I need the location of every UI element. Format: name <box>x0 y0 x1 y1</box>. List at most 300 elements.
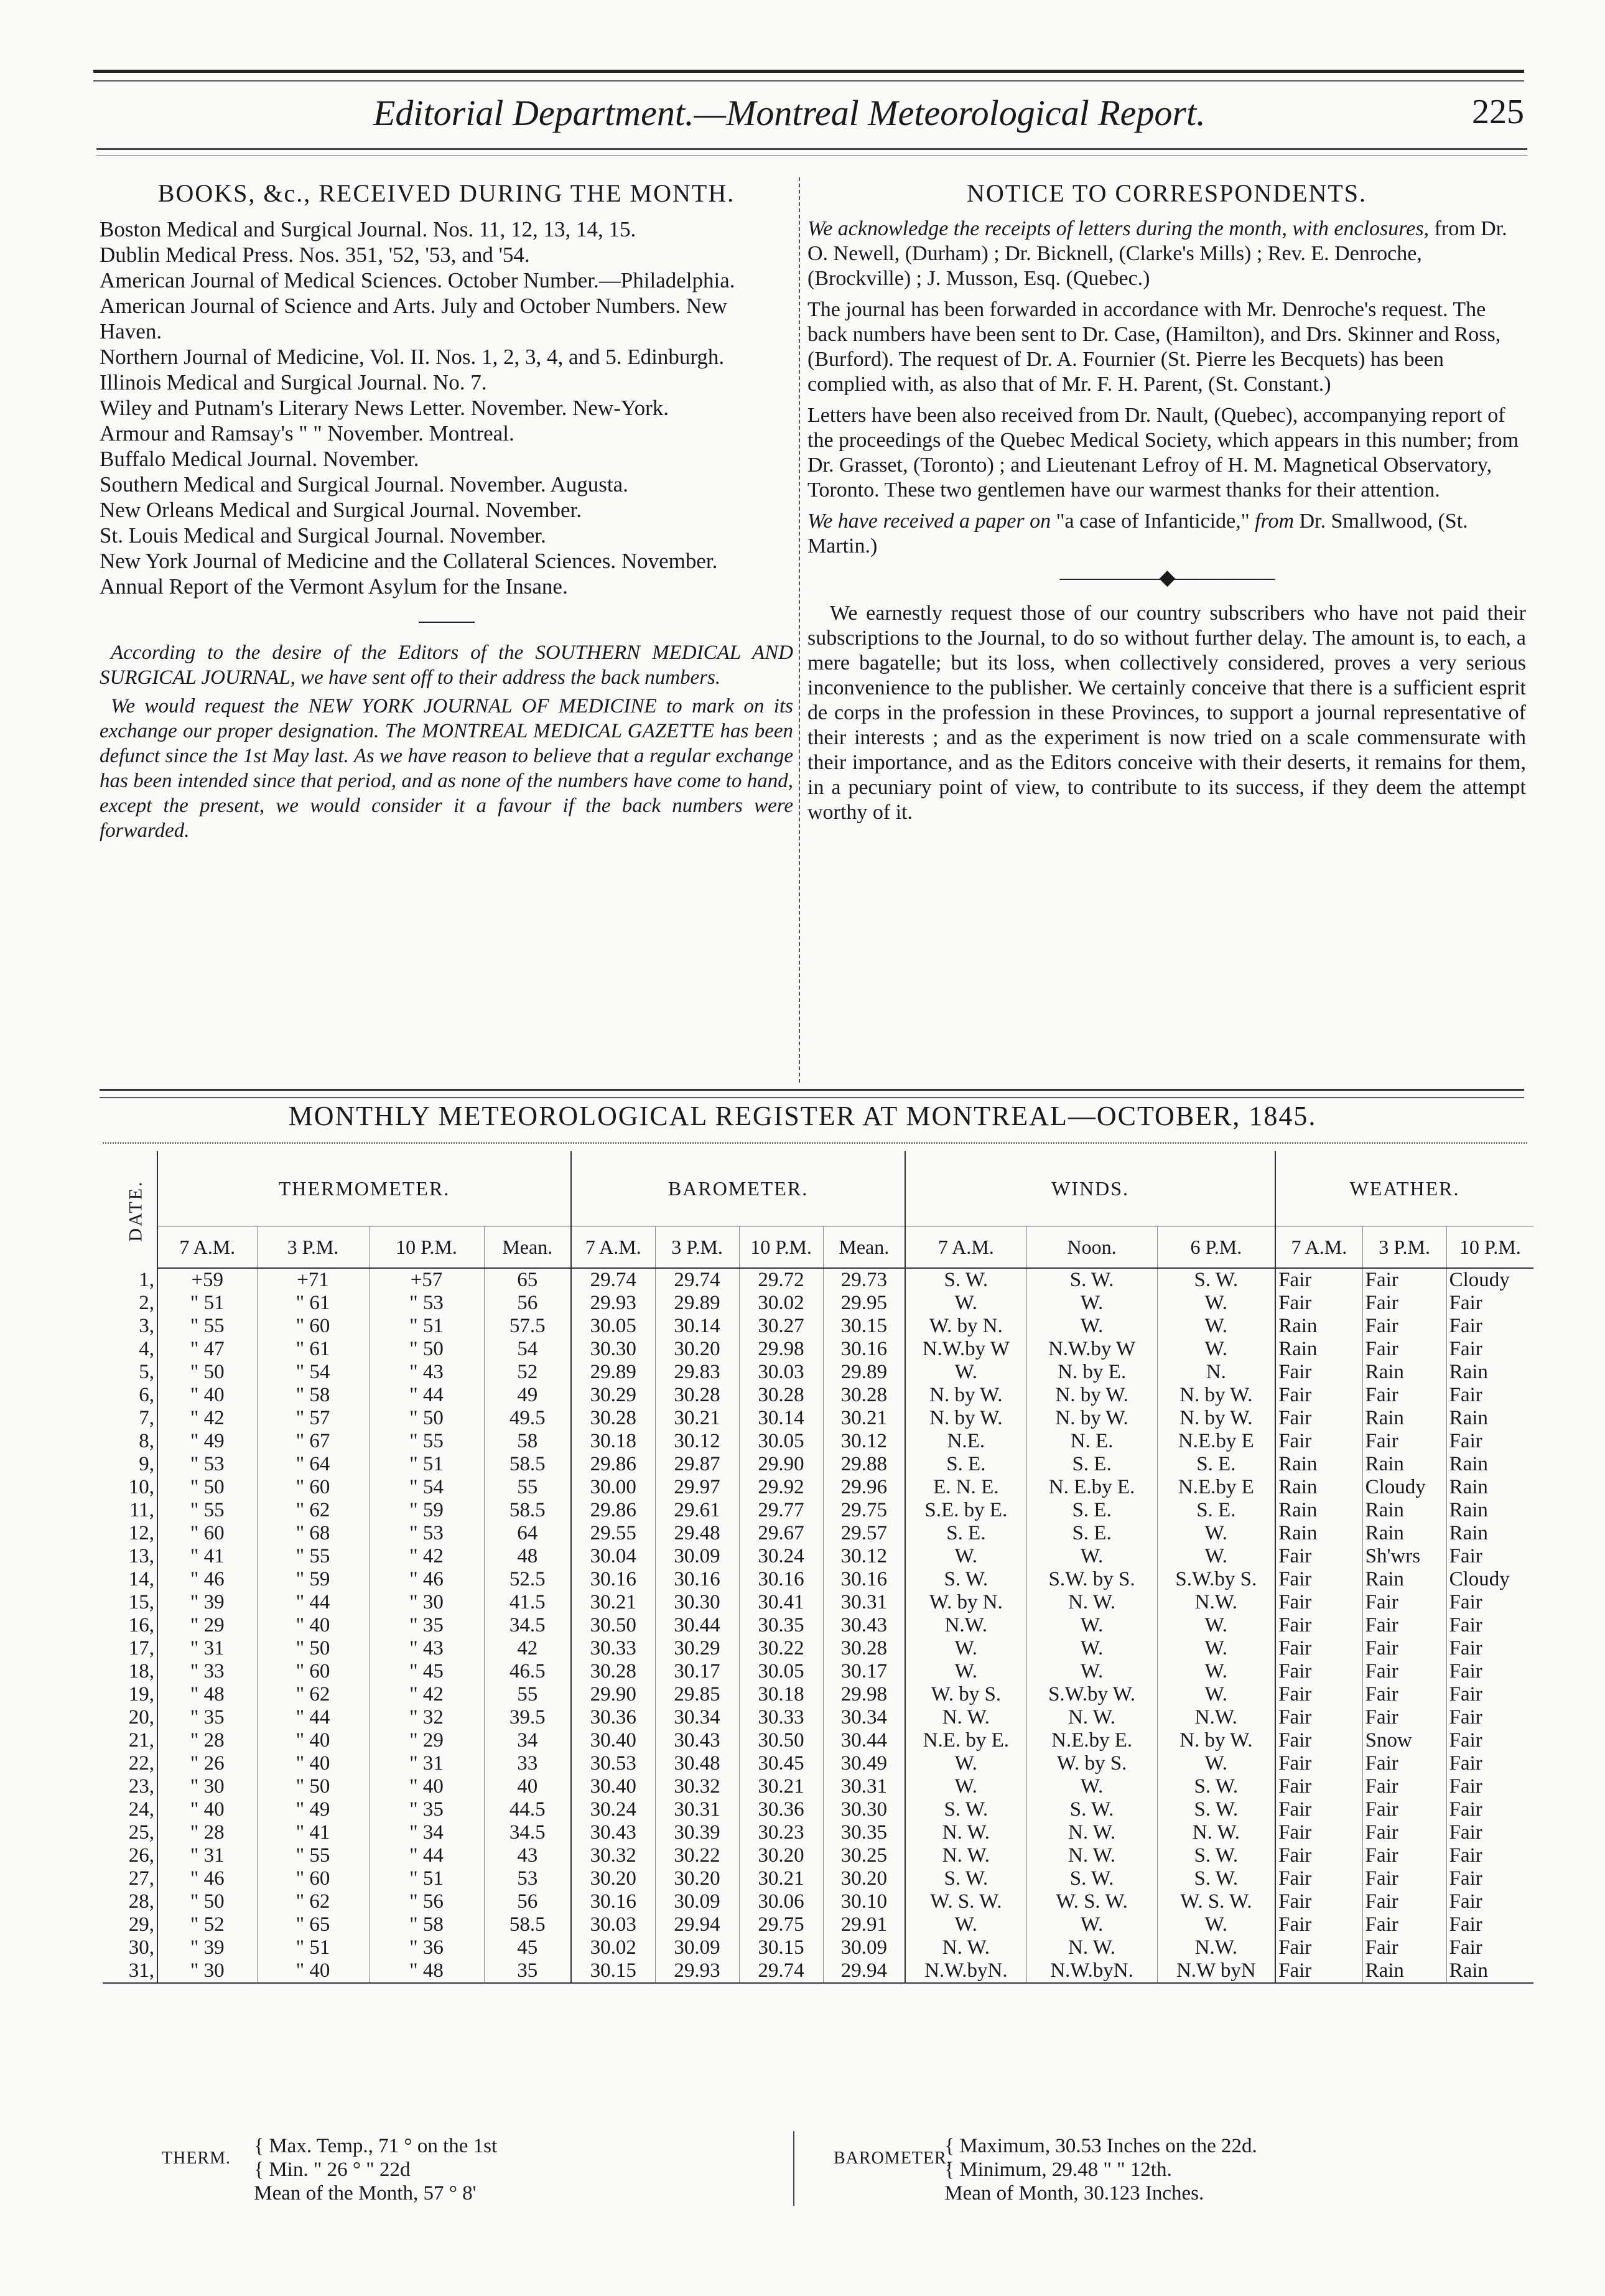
book-entry: Northern Journal of Medicine, Vol. II. Nos. 1, 2, 3, 4, and 5. Edinburgh. <box>100 345 725 369</box>
table-cell: Fair <box>1275 1867 1362 1890</box>
table-cell: W. <box>1026 1614 1157 1637</box>
table-row <box>103 1867 1533 1890</box>
table-cell: 30.28 <box>739 1384 823 1407</box>
table-cell: 30.40 <box>571 1729 655 1752</box>
date-cell: 9, <box>103 1453 157 1476</box>
table-cell: W. by S. <box>1026 1752 1157 1775</box>
table-cell: Fair <box>1449 1591 1482 1613</box>
table-cell: 30.17 <box>655 1660 739 1683</box>
table-cell: S.W.by S. <box>1157 1568 1275 1591</box>
table-cell: " 60 <box>157 1522 257 1545</box>
weather-3pm-header: 3 P.M. <box>1362 1226 1446 1269</box>
date-cell: 4, <box>103 1338 157 1361</box>
date-cell: 13, <box>103 1545 157 1568</box>
table-cell: 30.36 <box>739 1798 823 1821</box>
table-cell: 29.98 <box>823 1683 905 1706</box>
table-cell: N. W. <box>905 1936 1026 1959</box>
table-cell: Fair <box>1362 1890 1446 1913</box>
table-cell: 30.21 <box>739 1867 823 1890</box>
thermometer-mean-line: Mean of the Month, 57 ° 8' <box>254 2182 477 2205</box>
table-cell: " 39 <box>157 1591 257 1614</box>
book-entry: American Journal of Science and Arts. July and October Numbers. New Haven. <box>100 294 727 343</box>
table-cell: Fair <box>1449 1338 1482 1360</box>
table-cell: 29.91 <box>823 1913 905 1936</box>
notice-acknowledgements <box>807 217 1526 291</box>
table-cell: S. E. <box>1157 1453 1275 1476</box>
table-cell: 29.93 <box>571 1292 655 1315</box>
table-cell: 30.16 <box>655 1568 739 1591</box>
table-cell: 30.20 <box>571 1867 655 1890</box>
table-cell: " 40 <box>369 1775 484 1798</box>
table-cell: S. W. <box>905 1568 1026 1591</box>
table-cell: 30.21 <box>739 1775 823 1798</box>
table-cell: Fair <box>1449 1292 1482 1314</box>
table-cell: " 31 <box>157 1844 257 1867</box>
table-cell: 56 <box>484 1890 571 1913</box>
table-cell: 30.50 <box>571 1614 655 1637</box>
weather-header: WEATHER. <box>1349 1177 1460 1200</box>
barometer-summary-lines <box>944 2134 1257 2205</box>
table-cell: " 30 <box>369 1591 484 1614</box>
table-row <box>103 1315 1533 1338</box>
table-row <box>103 1936 1533 1959</box>
table-cell: S. W. <box>1026 1867 1157 1890</box>
table-cell: " 53 <box>369 1292 484 1315</box>
table-cell: Rain <box>1449 1361 1488 1383</box>
table-cell: " 30 <box>157 1959 257 1983</box>
table-cell: 29.95 <box>823 1292 905 1315</box>
table-cell: Fair <box>1275 1729 1362 1752</box>
table-cell: " 60 <box>257 1867 369 1890</box>
table-cell: 29.89 <box>655 1292 739 1315</box>
table-cell: Fair <box>1362 1936 1446 1959</box>
table-row <box>103 1752 1533 1775</box>
book-entry: St. Louis Medical and Surgical Journal. November. <box>100 523 546 548</box>
table-cell: 57.5 <box>484 1315 571 1338</box>
therm-10pm-header: 10 P.M. <box>369 1226 484 1269</box>
thermometer-min-line: { Min. " 26 ° " 22d <box>254 2158 411 2181</box>
table-cell: 30.15 <box>571 1959 655 1983</box>
table-cell: " 36 <box>369 1936 484 1959</box>
table-cell: Rain <box>1362 1453 1446 1476</box>
table-cell: Fair <box>1449 1430 1482 1452</box>
notice-letters-received: Letters have been also received from Dr. Nault, (Quebec), accompanying report of the proceedings of the Quebec Medical Society, which appears in this number; from Dr. Grasset, (Toronto) ; and Lieutenant Lefroy of H. M. Magnetical Observatory, Toronto. These two gentlemen have our warmest thanks for their attention. <box>807 404 1519 502</box>
table-cell: 29.94 <box>655 1913 739 1936</box>
summary-divider <box>793 2131 794 2206</box>
table-cell: " 30 <box>157 1775 257 1798</box>
table-cell: 30.22 <box>655 1844 739 1867</box>
table-cell: N.W.by W <box>1026 1338 1157 1361</box>
table-cell: Rain <box>1449 1476 1488 1498</box>
table-cell: 55 <box>484 1476 571 1499</box>
page-number: 225 <box>1472 93 1524 131</box>
table-cell: Fair <box>1362 1821 1446 1844</box>
table-cell: Fair <box>1449 1384 1482 1406</box>
date-cell: 21, <box>103 1729 157 1752</box>
table-cell: 64 <box>484 1522 571 1545</box>
table-cell: N. W. <box>905 1821 1026 1844</box>
winds-header: WINDS. <box>905 1151 1275 1226</box>
table-row <box>103 1913 1533 1936</box>
thermometer-max-line: { Max. Temp., 71 ° on the 1st <box>254 2135 498 2157</box>
table-cell: 30.30 <box>571 1338 655 1361</box>
table-cell: 30.53 <box>571 1752 655 1775</box>
table-cell: N. W. <box>1026 1936 1157 1959</box>
table-cell: Fair <box>1275 1798 1362 1821</box>
table-cell: Fair <box>1275 1752 1362 1775</box>
table-cell: Fair <box>1362 1430 1446 1453</box>
table-cell: S. W. <box>1157 1775 1275 1798</box>
books-column <box>100 171 793 847</box>
table-cell: Fair <box>1275 1890 1362 1913</box>
barometer-summary-label: BAROMETER, <box>834 2149 952 2168</box>
table-cell: Fair <box>1449 1614 1482 1636</box>
table-cell: 30.20 <box>655 1867 739 1890</box>
table-cell: " 47 <box>157 1338 257 1361</box>
table-cell: W. <box>1026 1292 1157 1315</box>
table-cell: 52.5 <box>484 1568 571 1591</box>
date-cell: 23, <box>103 1775 157 1798</box>
thermometer-summary-label: THERM. <box>162 2149 231 2168</box>
table-cell: " 68 <box>257 1522 369 1545</box>
table-cell: S. W. <box>1026 1268 1157 1292</box>
table-cell: Fair <box>1362 1913 1446 1936</box>
table-cell: 30.02 <box>571 1936 655 1959</box>
table-cell: " 43 <box>369 1361 484 1384</box>
table-cell: " 41 <box>257 1821 369 1844</box>
table-cell: 34.5 <box>484 1821 571 1844</box>
register-wavy-rule <box>103 1142 1527 1149</box>
book-entry: Illinois Medical and Surgical Journal. No. 7. <box>100 370 487 394</box>
table-cell: 29.94 <box>823 1959 905 1983</box>
notice-acknowledgements-names: from Dr. O. Newell, (Durham) ; Dr. Bicknell, (Clarke's Mills) ; Rev. E. Denroche, (Brockville) ; J. Musson, Esq. (Quebec.) <box>807 217 1507 290</box>
baro-mean-header: Mean. <box>823 1226 905 1269</box>
table-cell: Fair <box>1275 1913 1362 1936</box>
table-cell: " 40 <box>257 1729 369 1752</box>
table-cell: Fair <box>1449 1683 1482 1706</box>
table-cell: " 40 <box>157 1798 257 1821</box>
table-cell: W. S. W. <box>1026 1890 1157 1913</box>
table-cell: Fair <box>1275 1591 1362 1614</box>
book-entry: Dublin Medical Press. Nos. 351, '52, '53, and '54. <box>100 243 530 267</box>
table-cell: " 50 <box>257 1637 369 1660</box>
table-cell: Rain <box>1449 1407 1488 1429</box>
table-cell: Rain <box>1275 1338 1362 1361</box>
table-cell: 30.31 <box>823 1775 905 1798</box>
book-entry: Southern Medical and Surgical Journal. November. Augusta. <box>100 472 628 497</box>
table-cell: 30.45 <box>739 1752 823 1775</box>
table-row <box>103 1384 1533 1407</box>
table-cell: " 53 <box>157 1453 257 1476</box>
table-row <box>103 1476 1533 1499</box>
table-cell: Rain <box>1446 1959 1533 1983</box>
table-cell: " 52 <box>157 1913 257 1936</box>
table-cell: Fair <box>1362 1660 1446 1683</box>
table-cell: Fair <box>1275 1614 1362 1637</box>
table-cell: " 51 <box>369 1453 484 1476</box>
date-cell: 19, <box>103 1683 157 1706</box>
date-cell: 6, <box>103 1384 157 1407</box>
table-cell: 41.5 <box>484 1591 571 1614</box>
table-cell: " 40 <box>257 1959 369 1983</box>
table-cell: 30.27 <box>739 1315 823 1338</box>
table-cell: Fair <box>1362 1637 1446 1660</box>
books-list <box>100 217 793 599</box>
table-cell: " 54 <box>257 1361 369 1384</box>
table-cell: N. W. <box>905 1844 1026 1867</box>
table-cell: S.W.by W. <box>1026 1683 1157 1706</box>
thermometer-summary <box>162 2134 784 2205</box>
table-row <box>103 1361 1533 1384</box>
table-cell: S.W. by S. <box>1026 1568 1157 1591</box>
table-cell: " 50 <box>369 1407 484 1430</box>
table-cell: 30.48 <box>655 1752 739 1775</box>
table-cell: 30.29 <box>655 1637 739 1660</box>
table-cell: S. E. <box>1026 1522 1157 1545</box>
table-cell: 30.12 <box>823 1430 905 1453</box>
table-cell: 30.30 <box>823 1798 905 1821</box>
table-cell: 46.5 <box>484 1660 571 1683</box>
table-cell: N. by E. <box>1026 1361 1157 1384</box>
table-cell: " 61 <box>257 1338 369 1361</box>
table-cell: N. by W. <box>1157 1407 1275 1430</box>
table-cell: " 64 <box>257 1453 369 1476</box>
table-cell: " 33 <box>157 1660 257 1683</box>
table-cell: W. <box>1026 1913 1157 1936</box>
table-cell: Fair <box>1275 1660 1362 1683</box>
book-entry: Annual Report of the Vermont Asylum for the Insane. <box>100 574 568 599</box>
table-cell: Fair <box>1449 1913 1482 1936</box>
table-cell: " 51 <box>257 1936 369 1959</box>
table-cell: W. <box>1157 1913 1275 1936</box>
notice-paper-lead: We have received a paper on <box>807 510 1051 533</box>
table-cell: N. <box>1157 1361 1275 1384</box>
table-cell: " 44 <box>369 1384 484 1407</box>
table-cell: " 42 <box>369 1545 484 1568</box>
barometer-header: BAROMETER. <box>571 1151 905 1226</box>
table-cell: W. <box>1157 1338 1275 1361</box>
table-cell: Rain <box>1449 1453 1488 1475</box>
table-cell: 33 <box>484 1752 571 1775</box>
table-row <box>103 1568 1533 1591</box>
table-cell: 30.16 <box>571 1568 655 1591</box>
table-cell: Rain <box>1449 1522 1488 1544</box>
table-cell: " 48 <box>369 1959 484 1983</box>
table-cell: 29.88 <box>823 1453 905 1476</box>
table-cell: 30.28 <box>571 1660 655 1683</box>
table-row <box>103 1706 1533 1729</box>
table-cell: Rain <box>1362 1959 1446 1983</box>
date-cell: 15, <box>103 1591 157 1614</box>
table-cell: N. W. <box>1026 1591 1157 1614</box>
notices-column <box>807 171 1526 825</box>
table-cell: Fair <box>1362 1338 1446 1361</box>
table-cell: " 51 <box>369 1315 484 1338</box>
table-cell: " 28 <box>157 1729 257 1752</box>
table-cell: 30.23 <box>739 1821 823 1844</box>
notice-paper-received <box>807 509 1526 559</box>
table-cell: 29.48 <box>655 1522 739 1545</box>
table-cell: S. E. <box>1026 1453 1157 1476</box>
table-cell: 52 <box>484 1361 571 1384</box>
header-rule <box>96 148 1527 156</box>
table-cell: 29.93 <box>655 1959 739 1983</box>
table-cell: 35 <box>484 1959 571 1983</box>
table-cell: " 65 <box>257 1913 369 1936</box>
table-cell: 30.09 <box>655 1545 739 1568</box>
table-cell: W. <box>1157 1292 1275 1315</box>
table-cell: 30.44 <box>655 1614 739 1637</box>
table-row <box>103 1775 1533 1798</box>
table-cell: 30.28 <box>823 1384 905 1407</box>
top-rule <box>93 70 1524 82</box>
table-cell: W. S. W. <box>905 1890 1026 1913</box>
table-cell: 29.86 <box>571 1453 655 1476</box>
table-cell: " 54 <box>369 1476 484 1499</box>
table-cell: " 60 <box>257 1476 369 1499</box>
table-cell: 29.87 <box>655 1453 739 1476</box>
table-cell: Fair <box>1449 1752 1482 1775</box>
therm-7am-header: 7 A.M. <box>157 1226 257 1269</box>
table-cell: S. W. <box>1157 1867 1275 1890</box>
date-cell: 29, <box>103 1913 157 1936</box>
baro-7am-header: 7 A.M. <box>571 1226 655 1269</box>
table-cell: 30.49 <box>823 1752 905 1775</box>
table-cell: " 61 <box>257 1292 369 1315</box>
table-cell: 30.31 <box>823 1591 905 1614</box>
table-cell: W. <box>1157 1637 1275 1660</box>
table-cell: 29.97 <box>655 1476 739 1499</box>
table-cell: Rain <box>1362 1499 1446 1522</box>
table-cell: N. E.by E. <box>1026 1476 1157 1499</box>
table-cell: 30.43 <box>571 1821 655 1844</box>
table-cell: 30.25 <box>823 1844 905 1867</box>
notice-journal-forwarded: The journal has been forwarded in accordance with Mr. Denroche's request. The back numbers have been sent to Dr. Case, (Hamilton), and Drs. Skinner and Ross, (Burford). The request of Dr. A. Fournier (St. Pierre les Becquets) has been complied with, as also that of Mr. F. H. Parent, (St. Constant.) <box>807 298 1501 396</box>
table-cell: " 46 <box>369 1568 484 1591</box>
thermometer-header: THERMOMETER. <box>157 1151 571 1226</box>
table-cell: Fair <box>1449 1545 1482 1567</box>
table-cell: Fair <box>1362 1292 1446 1315</box>
table-cell: W. <box>1157 1545 1275 1568</box>
table-cell: 58.5 <box>484 1453 571 1476</box>
notice-acknowledgements-lead: We acknowledge the receipts of letters during the month, with enclosures, <box>807 217 1430 240</box>
table-cell: " 41 <box>157 1545 257 1568</box>
table-cell: W. <box>1157 1683 1275 1706</box>
date-header: DATE. <box>103 1151 157 1268</box>
date-cell: 14, <box>103 1568 157 1591</box>
table-cell: W. <box>1026 1637 1157 1660</box>
exchange-paragraph-southern: According to the desire of the Editors of the SOUTHERN MEDICAL AND SURGICAL JOURNAL, we have sent off to their address the back numbers. <box>100 642 793 689</box>
table-cell: 34 <box>484 1729 571 1752</box>
table-cell: Cloudy <box>1449 1269 1510 1291</box>
table-cell: " 35 <box>369 1614 484 1637</box>
table-cell: W. <box>905 1637 1026 1660</box>
table-cell: " 43 <box>369 1637 484 1660</box>
table-cell: N. by W. <box>1157 1384 1275 1407</box>
table-cell: Fair <box>1362 1683 1446 1706</box>
table-row <box>103 1660 1533 1683</box>
table-cell: 30.21 <box>655 1407 739 1430</box>
table-cell: Rain <box>1362 1568 1446 1591</box>
table-cell: Rain <box>1362 1407 1446 1430</box>
table-cell: " 29 <box>369 1729 484 1752</box>
table-cell: Cloudy <box>1449 1568 1510 1590</box>
table-cell: N.E. <box>905 1430 1026 1453</box>
table-cell: W. <box>1157 1660 1275 1683</box>
table-cell: Fair <box>1449 1844 1482 1867</box>
table-cell: Fair <box>1449 1706 1482 1729</box>
table-cell: 30.17 <box>823 1660 905 1683</box>
date-cell: 22, <box>103 1752 157 1775</box>
date-cell: 10, <box>103 1476 157 1499</box>
table-cell: S. W. <box>905 1268 1026 1292</box>
table-cell: 30.18 <box>571 1430 655 1453</box>
table-cell: Fair <box>1275 1821 1362 1844</box>
table-cell: N. by W. <box>1026 1407 1157 1430</box>
table-cell: 30.20 <box>823 1867 905 1890</box>
table-cell: " 55 <box>157 1499 257 1522</box>
therm-3pm-header: 3 P.M. <box>257 1226 369 1269</box>
table-cell: 30.12 <box>823 1545 905 1568</box>
date-cell: 25, <box>103 1821 157 1844</box>
table-cell: Rain <box>1275 1499 1362 1522</box>
table-cell: Fair <box>1362 1384 1446 1407</box>
date-cell: 1, <box>103 1268 157 1292</box>
table-cell: " 58 <box>257 1384 369 1407</box>
table-cell: Fair <box>1275 1545 1362 1568</box>
table-cell: S. E. <box>1026 1499 1157 1522</box>
table-cell: N. W. <box>1026 1844 1157 1867</box>
table-cell: 30.09 <box>655 1936 739 1959</box>
table-cell: W. <box>905 1545 1026 1568</box>
winds-noon-header: Noon. <box>1026 1226 1157 1269</box>
table-cell: W. <box>1026 1775 1157 1798</box>
table-cell: W. <box>1026 1315 1157 1338</box>
table-row <box>103 1268 1533 1292</box>
table-cell: 30.05 <box>739 1430 823 1453</box>
table-cell: 30.28 <box>655 1384 739 1407</box>
table-cell: Fair <box>1275 1775 1362 1798</box>
table-cell: 30.50 <box>739 1729 823 1752</box>
table-cell: Fair <box>1449 1315 1482 1337</box>
table-cell: " 58 <box>369 1913 484 1936</box>
table-cell: +57 <box>369 1268 484 1292</box>
table-cell: W. S. W. <box>1157 1890 1275 1913</box>
table-cell: " 44 <box>257 1706 369 1729</box>
table-cell: 29.86 <box>571 1499 655 1522</box>
table-cell: 30.20 <box>655 1338 739 1361</box>
table-cell: " 55 <box>257 1545 369 1568</box>
table-cell: Fair <box>1449 1729 1482 1752</box>
table-cell: 30.21 <box>823 1407 905 1430</box>
date-cell: 7, <box>103 1407 157 1430</box>
table-cell: W. <box>905 1752 1026 1775</box>
table-cell: 30.43 <box>823 1614 905 1637</box>
table-cell: S. E. <box>905 1453 1026 1476</box>
table-cell: 30.12 <box>655 1430 739 1453</box>
book-entry: New York Journal of Medicine and the Collateral Sciences. November. <box>100 549 718 573</box>
barometer-max-line: { Maximum, 30.53 Inches on the 22d. <box>944 2135 1257 2157</box>
table-cell: Fair <box>1362 1706 1446 1729</box>
table-cell: 49 <box>484 1384 571 1407</box>
table-cell: Fair <box>1275 1844 1362 1867</box>
table-cell: Fair <box>1449 1775 1482 1798</box>
table-cell: W. <box>1026 1545 1157 1568</box>
table-row <box>103 1430 1533 1453</box>
table-cell: S. W. <box>1157 1844 1275 1867</box>
book-entry: Wiley and Putnam's Literary News Letter. November. New-York. <box>100 396 669 420</box>
table-cell: Fair <box>1362 1844 1446 1867</box>
